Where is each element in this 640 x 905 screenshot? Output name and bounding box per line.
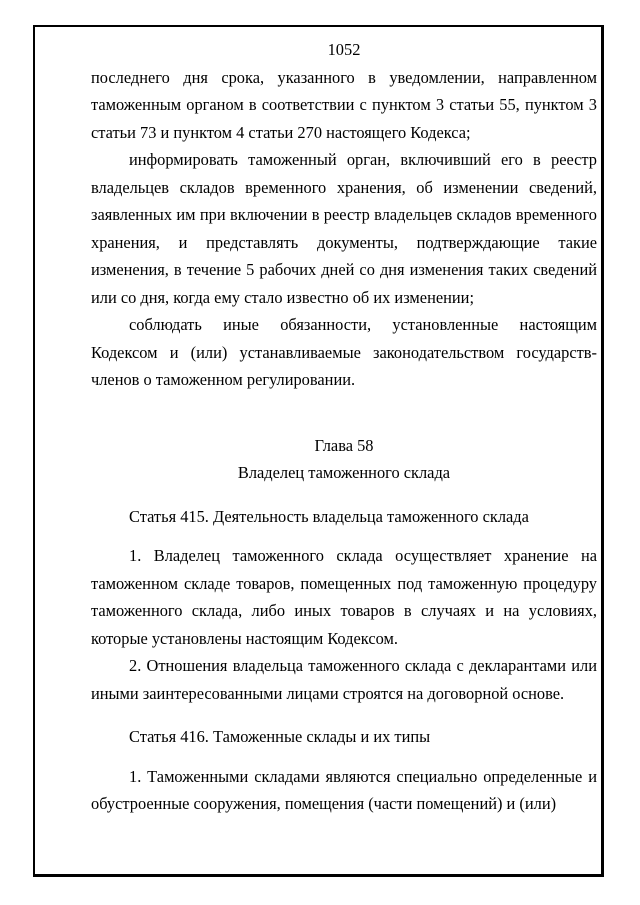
article-415-paragraph-1: 1. Владелец таможенного склада осуществляет хранение на таможенном складе товаров, помещенных под таможенную процедуру таможенного склада, либо иных товаров в случаях и на условиях, которые установлены настоящим Кодексом.	[91, 546, 597, 648]
section-spacer	[91, 394, 597, 432]
section-spacer	[91, 530, 597, 542]
chapter-number: Глава 58	[314, 435, 374, 455]
page-number: 1052	[327, 40, 361, 59]
article-416-heading: Статья 416. Таможенные склады и их типы	[129, 727, 431, 746]
paragraph-inform-obligation: информировать таможенный орган, включивший его в реестр владельцев складов временного хранения, об изменении сведений, заявленных им при включении в реестр владельцев складов временного хранения, и представлять документы, подтверждающие такие изменения, в течение 5 рабочих дней со дня изменения таких сведений или со дня, когда ему стало известно об их изменении;	[91, 150, 597, 307]
document-page	[91, 36, 597, 818]
section-spacer	[91, 707, 597, 723]
article-415-heading: Статья 415. Деятельность владельца таможенного склада	[129, 506, 529, 526]
paragraph-continuation: последнего дня срока, указанного в уведомлении, направленном таможенным органом в соответствии с пунктом 3 статьи 55, пунктом 3 статьи 73 и пунктом 4 статьи 270 настоящего Кодекса;	[91, 67, 597, 142]
chapter-title: Владелец таможенного склада	[237, 463, 451, 482]
section-spacer	[91, 487, 597, 503]
article-415-paragraph-2: 2. Отношения владельца таможенного склада с декларантами или иными заинтересованными лицами строятся на договорной основе.	[91, 656, 597, 703]
paragraph-other-obligations: соблюдать иные обязанности, установленные настоящим Кодексом и (или) устанавливаемые законодательством государств-членов о таможенном регулировании.	[91, 315, 597, 389]
section-spacer	[91, 751, 597, 763]
article-416-paragraph-1: 1. Таможенными складами являются специально определенные и обустроенные сооружения, помещения (части помещений) и (или)	[91, 766, 597, 813]
